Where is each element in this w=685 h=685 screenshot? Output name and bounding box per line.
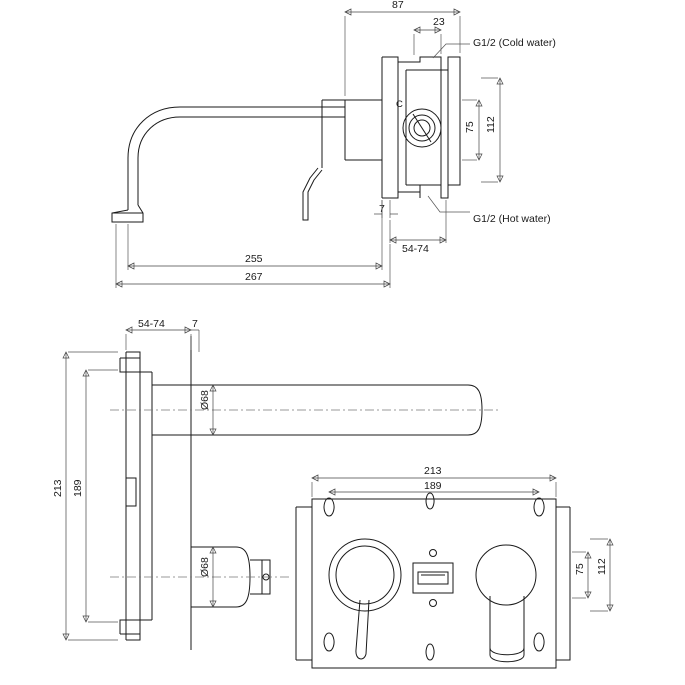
c-mark-label: C bbox=[396, 99, 403, 110]
dim-54-74-side-label: 54-74 bbox=[138, 318, 165, 330]
side-view-geometry bbox=[110, 336, 500, 650]
dim-213-side-label: 213 bbox=[52, 479, 64, 497]
dim-112-top-label: 112 bbox=[485, 116, 497, 133]
dim-189-plate-label: 189 bbox=[424, 480, 442, 492]
dim-213-plate-label: 213 bbox=[424, 465, 442, 477]
cold-water-label: G1/2 (Cold water) bbox=[473, 37, 556, 49]
top-view-dimensions bbox=[116, 0, 556, 288]
dim-54-74-top-label: 54-74 bbox=[402, 243, 429, 255]
dia-68-upper-label: Ø68 bbox=[199, 390, 211, 410]
dim-7-side-label: 7 bbox=[192, 318, 198, 330]
dim-189-side-label: 189 bbox=[72, 479, 84, 497]
dim-267-label: 267 bbox=[245, 271, 263, 283]
dim-112-plate-label: 112 bbox=[596, 558, 608, 575]
dim-87-label: 87 bbox=[392, 0, 404, 11]
dim-75-top-label: 75 bbox=[464, 121, 476, 133]
dim-7-top-label: 7 bbox=[379, 203, 385, 215]
plate-view-geometry bbox=[296, 493, 570, 668]
dim-255-label: 255 bbox=[245, 253, 263, 265]
dim-23-label: 23 bbox=[433, 16, 445, 28]
plate-view-dimensions bbox=[312, 465, 613, 611]
dia-68-lower-label: Ø68 bbox=[199, 557, 211, 577]
dim-75-plate-label: 75 bbox=[574, 563, 586, 575]
hot-water-label: G1/2 (Hot water) bbox=[473, 213, 551, 225]
top-view-geometry bbox=[112, 57, 460, 222]
